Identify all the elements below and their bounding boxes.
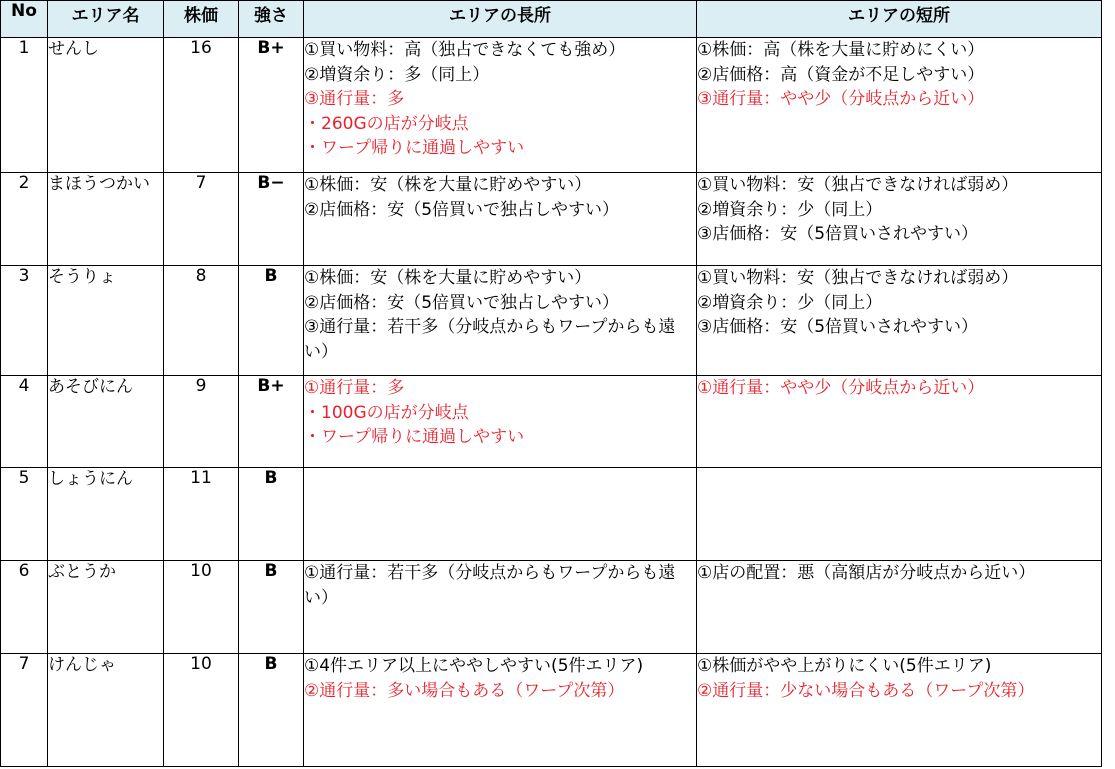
- note-line: ②通行量：少ない場合もある（ワープ次第）: [697, 680, 1035, 701]
- cell-cons: [697, 38, 1102, 173]
- table-row: [1, 173, 1102, 266]
- note-line: ③通行量：やや少（分岐点から近い）: [697, 89, 985, 109]
- note-line: ・260Gの店が分岐点: [304, 113, 469, 134]
- header-no: No: [1, 1, 48, 38]
- header-area-name: エリア名: [48, 1, 164, 38]
- cell-pros: [304, 561, 697, 654]
- cell-no: 6: [1, 561, 48, 654]
- cell-pros: [304, 173, 697, 266]
- note-line: ②増資余り：少（同上）: [697, 292, 883, 313]
- cell-cons: [697, 561, 1102, 654]
- cell-area-name: けんじゃ: [48, 654, 164, 767]
- note-line: ①株価：安（株を大量に貯めやすい）: [304, 175, 592, 195]
- cell-strength: B: [239, 654, 304, 767]
- cell-strength: B: [239, 561, 304, 654]
- note-line: ①通行量：多: [304, 378, 405, 398]
- header-strength: 強さ: [239, 1, 304, 38]
- header-row: [1, 1, 1102, 38]
- table-row: [1, 38, 1102, 173]
- note-line: ③店価格：安（5倍買いされやすい）: [697, 317, 979, 337]
- note-line: ①株価：安（株を大量に貯めやすい）: [304, 268, 592, 288]
- cell-area-name: しょうにん: [48, 468, 164, 561]
- cell-stock-price: 10: [164, 654, 239, 767]
- cell-strength: B: [239, 266, 304, 376]
- cell-cons: [697, 468, 1102, 561]
- table-row: [1, 266, 1102, 376]
- note-line: ②店価格：安（5倍買いで独占しやすい）: [304, 292, 620, 313]
- header-pros: エリアの長所: [304, 1, 697, 38]
- cell-stock-price: 16: [164, 38, 239, 173]
- cell-area-name: せんし: [48, 38, 164, 173]
- cell-area-name: まほうつかい: [48, 173, 164, 266]
- cell-area-name: そうりょ: [48, 266, 164, 376]
- cell-stock-price: 7: [164, 173, 239, 266]
- cell-cons: [697, 266, 1102, 376]
- note-line: ①株価がやや上がりにくい(5件エリア): [697, 656, 992, 676]
- note-line: ①通行量：若干多（分岐点からもワープからも遠い）: [304, 563, 676, 608]
- cell-cons: [697, 173, 1102, 266]
- cell-no: 3: [1, 266, 48, 376]
- note-line: ・100Gの店が分岐点: [304, 402, 469, 423]
- note-line: ・ワープ帰りに通過しやすい: [304, 427, 525, 447]
- cell-pros: [304, 654, 697, 767]
- cell-cons: [697, 376, 1102, 468]
- cell-stock-price: 11: [164, 468, 239, 561]
- cell-strength: B: [239, 468, 304, 561]
- note-line: ①通行量：やや少（分岐点から近い）: [697, 378, 985, 398]
- note-line: ①買い物料：安（独占できなければ弱め）: [697, 268, 1019, 288]
- note-line: ・ワープ帰りに通過しやすい: [304, 138, 525, 158]
- cell-pros: [304, 468, 697, 561]
- note-line: ③通行量：多: [304, 89, 405, 109]
- cell-stock-price: 9: [164, 376, 239, 468]
- cell-area-name: あそびにん: [48, 376, 164, 468]
- cell-stock-price: 8: [164, 266, 239, 376]
- note-line: ②通行量：多い場合もある（ワープ次第）: [304, 680, 625, 701]
- cell-pros: [304, 376, 697, 468]
- note-line: ①4件エリア以上にややしやすい(5件エリア): [304, 656, 644, 676]
- note-line: ①買い物料：高（独占できなくても強め）: [304, 40, 626, 60]
- cell-cons: [697, 654, 1102, 767]
- cell-no: 1: [1, 38, 48, 173]
- cell-strength: B+: [239, 38, 304, 173]
- cell-area-name: ぶとうか: [48, 561, 164, 654]
- cell-stock-price: 10: [164, 561, 239, 654]
- header-stock-price: 株価: [164, 1, 239, 38]
- note-line: ③通行量：若干多（分岐点からもワープからも遠い）: [304, 317, 676, 362]
- table-row: [1, 561, 1102, 654]
- cell-pros: [304, 266, 697, 376]
- note-line: ②店価格：安（5倍買いで独占しやすい）: [304, 199, 620, 220]
- table-row: [1, 654, 1102, 767]
- table-row: [1, 376, 1102, 468]
- note-line: ①店の配置：悪（高額店が分岐点から近い）: [697, 563, 1036, 583]
- cell-no: 7: [1, 654, 48, 767]
- note-line: ①買い物料：安（独占できなければ弱め）: [697, 175, 1019, 195]
- note-line: ①株価：高（株を大量に貯めにくい）: [697, 40, 985, 60]
- note-line: ②増資余り：多（同上）: [304, 64, 490, 85]
- note-line: ②店価格：高（資金が不足しやすい）: [697, 64, 985, 85]
- cell-strength: B+: [239, 376, 304, 468]
- note-line: ②増資余り：少（同上）: [697, 199, 883, 220]
- cell-no: 4: [1, 376, 48, 468]
- header-cons: エリアの短所: [697, 1, 1102, 38]
- cell-no: 2: [1, 173, 48, 266]
- note-line: ③店価格：安（5倍買いされやすい）: [697, 224, 979, 244]
- cell-no: 5: [1, 468, 48, 561]
- table-row: [1, 468, 1102, 561]
- cell-strength: B−: [239, 173, 304, 266]
- cell-pros: [304, 38, 697, 173]
